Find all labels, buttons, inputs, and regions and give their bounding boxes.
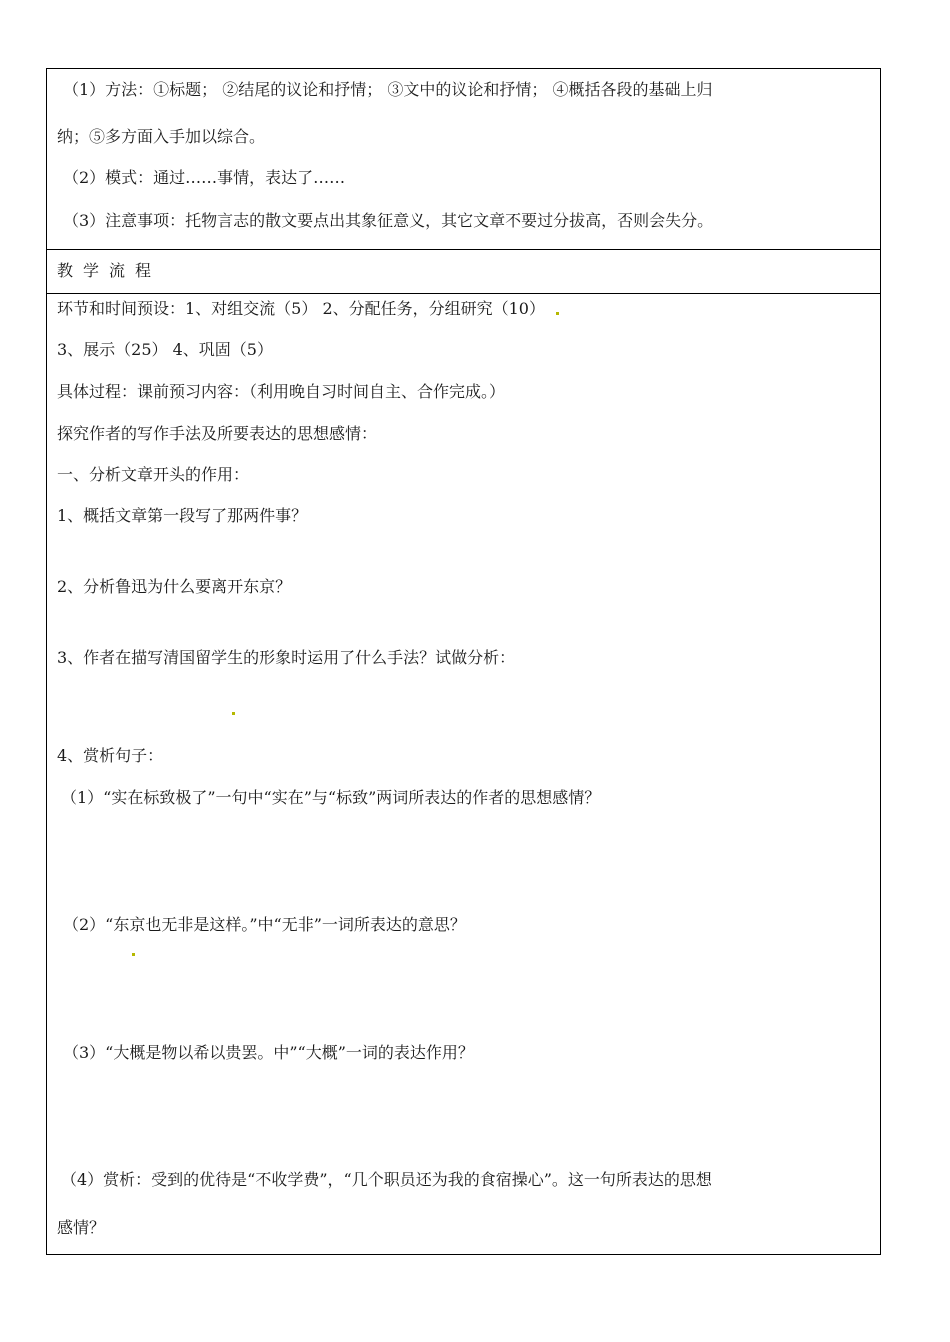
process-line: 具体过程：课前预习内容：（利用晚自习时间自主、合作完成。） bbox=[57, 382, 506, 401]
method-line-2: 纳；⑤多方面入手加以综合。 bbox=[57, 127, 266, 146]
question-4-3: （3）“大概是物以希以贵罢。中”“大概”一词的表达作用？ bbox=[63, 1043, 474, 1062]
part-one-heading: 一、分析文章开头的作用： bbox=[57, 465, 250, 484]
question-4: 4、赏析句子： bbox=[57, 746, 164, 765]
pattern-line: （2）模式：通过……事情，表达了…… bbox=[63, 168, 346, 187]
method-line-1: （1）方法：①标题； ②结尾的议论和抒情； ③文中的议论和抒情； ④概括各段的基础上归 bbox=[63, 80, 713, 99]
question-4-2: （2）“东京也无非是这样。”中“无非”一词所表达的意思？ bbox=[63, 915, 466, 934]
worksheet-table bbox=[46, 68, 881, 1255]
section-label: 教学流程 bbox=[57, 261, 162, 280]
answer-guidance-cell bbox=[47, 69, 880, 250]
stray-mark bbox=[232, 712, 235, 715]
timing-line-2: 3、展示（25） 4、巩固（5） bbox=[57, 340, 273, 359]
section-label-cell bbox=[47, 250, 880, 294]
question-1: 1、概括文章第一段写了那两件事？ bbox=[57, 506, 308, 525]
question-4-4-line-2: 感情？ bbox=[57, 1218, 106, 1237]
timing-line-1: 环节和时间预设：1、对组交流（5） 2、分配任务，分组研究（10） bbox=[57, 299, 545, 318]
question-4-1: （1）“实在标致极了”一句中“实在”与“标致”两词所表达的作者的思想感情？ bbox=[61, 788, 601, 807]
question-3: 3、作者在描写清国留学生的形象时运用了什么手法？试做分析： bbox=[57, 648, 516, 667]
stray-mark bbox=[556, 312, 559, 315]
question-2: 2、分析鲁迅为什么要离开东京？ bbox=[57, 577, 292, 596]
question-4-4-line-1: （4）赏析：受到的优待是“不收学费”，“几个职员还为我的食宿操心”。这一句所表达的思想 bbox=[61, 1170, 712, 1189]
explore-line: 探究作者的写作手法及所要表达的思想感情： bbox=[57, 424, 378, 443]
stray-mark bbox=[132, 953, 135, 956]
notes-line: （3）注意事项：托物言志的散文要点出其象征意义，其它文章不要过分拔高，否则会失分。 bbox=[63, 211, 714, 230]
